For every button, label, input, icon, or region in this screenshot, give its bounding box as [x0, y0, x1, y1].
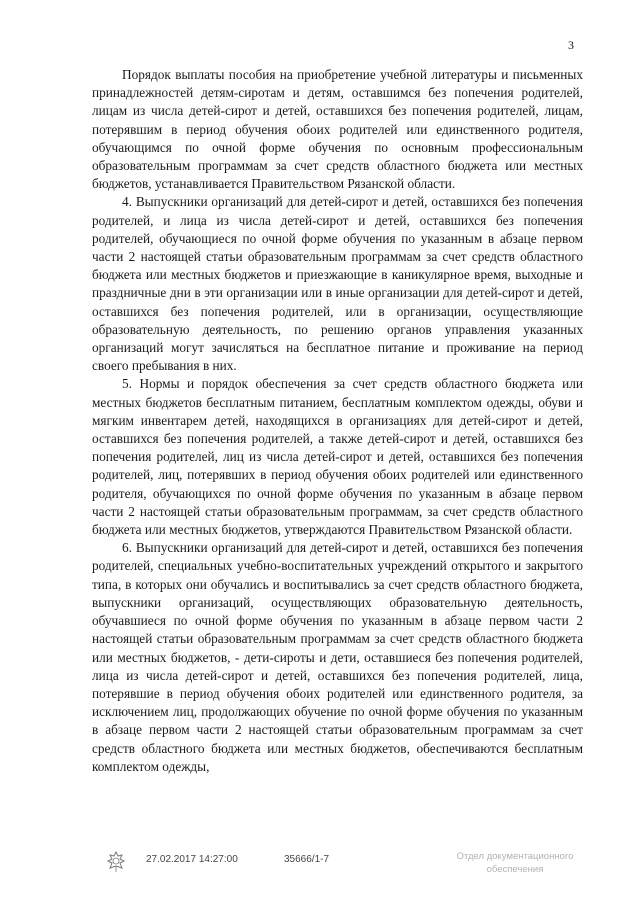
stamp-line: обеспечения — [486, 864, 544, 875]
department-stamp — [440, 850, 590, 876]
paragraph: 4. Выпускники организаций для детей-сирот и детей, оставшихся без попечения родителей, и лица из числа детей-сирот и детей, оставшихся без попечения родителей, обучающиеся по очной форме обучения по указанным в абзаце первом части 2 настоящей статьи образовательным программам за счет средств областного бюджета или местных бюджетов и приезжающие в каникулярное время, выходные и праздничные дни в эти организации или в иные организации для детей-сирот и детей, оставшихся без попечения родителей, или в организации, осуществляющие образовательную деятельность, по решению органов управления указанных организаций могут зачисляться на бесплатное питание и проживание на период своего пребывания в них. — [92, 194, 583, 374]
paragraph: 5. Нормы и порядок обеспечения за счет средств областного бюджета или местных бюджетов бесплатным питанием, бесплатным комплектом одежды, обуви и мягким инвентарем детей, находящихся в организациях для детей-сирот и детей, оставшихся без попечения родителей, а также детей-сирот и детей, оставшихся без попечения родителей, лиц из числа детей-сирот и детей, оставшихся без попечения родителей, лиц, потерявших в период обучения обоих родителей или единственного родителя, обучающихся по очной форме обучения по указанным в абзаце первом части 2 настоящей статьи образовательным программам, за счет средств областного бюджета или местных бюджетов, утверждаются Правительством Рязанской области. — [92, 376, 583, 538]
coat-of-arms-icon — [104, 850, 128, 874]
footer — [0, 850, 640, 890]
print-timestamp: 27.02.2017 14:27:00 — [146, 854, 238, 865]
document-number: 35666/1-7 — [284, 854, 330, 865]
paragraph: 6. Выпускники организаций для детей-сирот и детей, оставшихся без попечения родителей, специальных учебно-воспитательных учреждений открытого и закрытого типа, в которых они обучались и воспитывались за счет средств областного бюджета, выпускники организаций, осуществляющих образовательную деятельность, обучавшиеся по очной форме обучения по указанным в абзаце первом части 2 настоящей статьи образовательным программам за счет средств областного бюджета или местных бюджетов, - дети-сироты и дети, оставшиеся без попечения родителей, лица из числа детей-сирот и детей, оставшихся без попечения родителей, лица, потерявшие в период обучения обоих родителей или единственного родителя, за исключением лиц, продолжающих обучение по очной форме обучения по указанным в абзаце первом части 2 настоящей статьи образовательным программам за счет средств областного бюджета или местных бюджетов, обеспечиваются бесплатным комплектом одежды, — [92, 540, 583, 774]
body-text — [92, 66, 583, 776]
paragraph: Порядок выплаты пособия на приобретение учебной литературы и письменных принадлежностей детям-сиротам и детям, оставшимся без попечения родителей, лицам из числа детей-сирот и детей, оставшихся без попечения родителей, лицам, потерявшим в период обучения обоих родителей или единственного родителя, обучающимся по очной форме обучения по основным профессиональным образовательным программам за счет средств областного бюджета или местных бюджетов, устанавливается Правительством Рязанской области. — [92, 67, 583, 192]
page-number: 3 — [568, 38, 574, 52]
stamp-line: Отдел документационного — [456, 851, 574, 862]
